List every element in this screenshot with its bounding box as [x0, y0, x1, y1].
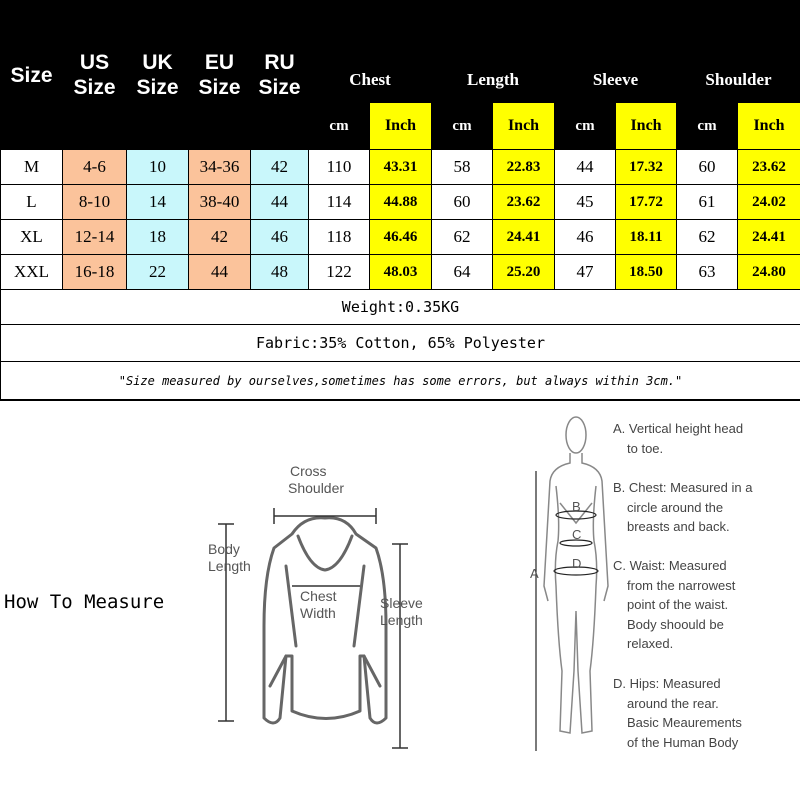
length-cm-cell: 58: [432, 150, 493, 185]
legend-d-line: D. Hips: Measured: [613, 676, 721, 691]
unit-cm: cm: [432, 103, 493, 150]
legend-d-line: around the rear.: [627, 695, 719, 711]
chest-cm-cell: 110: [309, 150, 370, 185]
legend-c-line: C. Waist: Measured: [613, 558, 727, 573]
how-to-measure-label: How To Measure: [4, 591, 165, 613]
shoulder-inch-cell: 23.62: [738, 150, 800, 185]
chest-inch-cell: 43.31: [370, 150, 432, 185]
cross-shoulder-label-1: Cross: [290, 463, 327, 479]
label-a: A: [530, 566, 539, 581]
unit-inch: Inch: [493, 103, 555, 150]
how-to-measure-section: [0, 400, 800, 800]
ru-size-cell: 46: [251, 220, 309, 255]
legend-a-line: to toe.: [627, 440, 664, 456]
sleeve-cm-cell: 46: [555, 220, 616, 255]
size-cell: M: [1, 150, 63, 185]
us-size-cell: 16-18: [63, 255, 127, 290]
label-d: D: [572, 556, 582, 571]
legend-c-line: from the narrowest: [627, 577, 736, 593]
legend-b-line: B. Chest: Measured in a: [613, 480, 753, 495]
eu-size-cell: 38-40: [189, 185, 251, 220]
length-cm-cell: 64: [432, 255, 493, 290]
legend-c-line: Body shoould be: [627, 616, 724, 632]
legend-a: [613, 419, 743, 458]
size-rows: [1, 150, 800, 290]
unit-inch: Inch: [616, 103, 677, 150]
length-inch-cell: 25.20: [493, 255, 555, 290]
uk-size-cell: 18: [127, 220, 189, 255]
shoulder-cm-cell: 62: [677, 220, 738, 255]
us-size-cell: 12-14: [63, 220, 127, 255]
ru-size-cell: 42: [251, 150, 309, 185]
legend-c: [613, 556, 735, 654]
us-size-cell: 4-6: [63, 150, 127, 185]
sleeve-cm-cell: 44: [555, 150, 616, 185]
chest-cm-cell: 118: [309, 220, 370, 255]
length-inch-cell: 23.62: [493, 185, 555, 220]
ru-size-cell: 44: [251, 185, 309, 220]
sleeve-length-label-1: Sleeve: [380, 595, 423, 611]
unit-inch: Inch: [738, 103, 800, 150]
sleeve-inch-cell: 17.32: [616, 150, 677, 185]
header-chest: Chest: [309, 57, 432, 103]
sleeve-inch-cell: 17.72: [616, 185, 677, 220]
shoulder-inch-cell: 24.41: [738, 220, 800, 255]
header-eu-size: EU Size: [189, 1, 251, 150]
us-size-cell: 8-10: [63, 185, 127, 220]
uk-size-cell: 10: [127, 150, 189, 185]
shoulder-inch-cell: 24.02: [738, 185, 800, 220]
fabric-info: Fabric:35% Cotton, 65% Polyester: [1, 325, 800, 362]
size-cell: XL: [1, 220, 63, 255]
sleeve-length-label-2: Length: [380, 612, 423, 628]
shoulder-cm-cell: 60: [677, 150, 738, 185]
body-length-label-1: Body: [208, 541, 240, 557]
header-size: Size: [1, 1, 63, 150]
legs-outline: [556, 586, 596, 733]
eu-size-cell: 42: [189, 220, 251, 255]
header-us-size: US Size: [63, 1, 127, 150]
chest-cm-cell: 122: [309, 255, 370, 290]
header-blank: [309, 1, 800, 57]
eu-size-cell: 34-36: [189, 150, 251, 185]
chest-width-label-2: Width: [300, 605, 336, 621]
legend-c-line: point of the waist.: [627, 597, 729, 612]
header-ru-size: RU Size: [251, 1, 309, 150]
eu-size-cell: 44: [189, 255, 251, 290]
chest-inch-cell: 44.88: [370, 185, 432, 220]
shoulder-cm-cell: 61: [677, 185, 738, 220]
length-inch-cell: 22.83: [493, 150, 555, 185]
sleeve-cm-cell: 47: [555, 255, 616, 290]
body-length-label-2: Length: [208, 558, 251, 574]
cross-shoulder-label-2: Shoulder: [288, 480, 345, 496]
legend-b-line: breasts and back.: [627, 519, 730, 534]
head-outline: [566, 417, 586, 453]
table-row: [1, 150, 800, 185]
legend-d-line: of the Human Body: [627, 734, 739, 750]
table-row: [1, 185, 800, 220]
size-cell: L: [1, 185, 63, 220]
legend-c-line: relaxed.: [627, 636, 674, 651]
measurement-note: "Size measured by ourselves,sometimes has some errors, but always within 3cm.": [1, 362, 800, 400]
legend-d-line: Basic Meaurements: [627, 715, 742, 730]
sleeve-inch-cell: 18.50: [616, 255, 677, 290]
chest-width-label-1: Chest: [300, 588, 337, 604]
chest-cm-cell: 114: [309, 185, 370, 220]
table-row: [1, 220, 800, 255]
shoulder-inch-cell: 24.80: [738, 255, 800, 290]
unit-cm: cm: [309, 103, 370, 150]
unit-cm: cm: [555, 103, 616, 150]
uk-size-cell: 14: [127, 185, 189, 220]
sweater-neckline: [298, 536, 352, 570]
uk-size-cell: 22: [127, 255, 189, 290]
legend-d: [613, 674, 742, 752]
unit-cm: cm: [677, 103, 738, 150]
sweater-diagram: [200, 456, 430, 756]
label-b: B: [572, 499, 581, 514]
header-shoulder: Shoulder: [677, 57, 800, 103]
sleeve-cm-cell: 45: [555, 185, 616, 220]
table-row: [1, 255, 800, 290]
ru-size-cell: 48: [251, 255, 309, 290]
weight-info: Weight:0.35KG: [1, 290, 800, 325]
sweater-right-arm: [354, 566, 380, 686]
length-cm-cell: 62: [432, 220, 493, 255]
legend-b: [613, 478, 752, 537]
length-cm-cell: 60: [432, 185, 493, 220]
header-length: Length: [432, 57, 555, 103]
header-sleeve: Sleeve: [555, 57, 677, 103]
chest-inch-cell: 46.46: [370, 220, 432, 255]
label-c: C: [572, 527, 582, 542]
chest-inch-cell: 48.03: [370, 255, 432, 290]
unit-inch: Inch: [370, 103, 432, 150]
sleeve-inch-cell: 18.11: [616, 220, 677, 255]
size-cell: XXL: [1, 255, 63, 290]
length-inch-cell: 24.41: [493, 220, 555, 255]
header-uk-size: UK Size: [127, 1, 189, 150]
legend-a-line: A. Vertical height head: [613, 421, 744, 436]
shoulder-cm-cell: 63: [677, 255, 738, 290]
legend-b-line: circle around the: [627, 499, 724, 515]
